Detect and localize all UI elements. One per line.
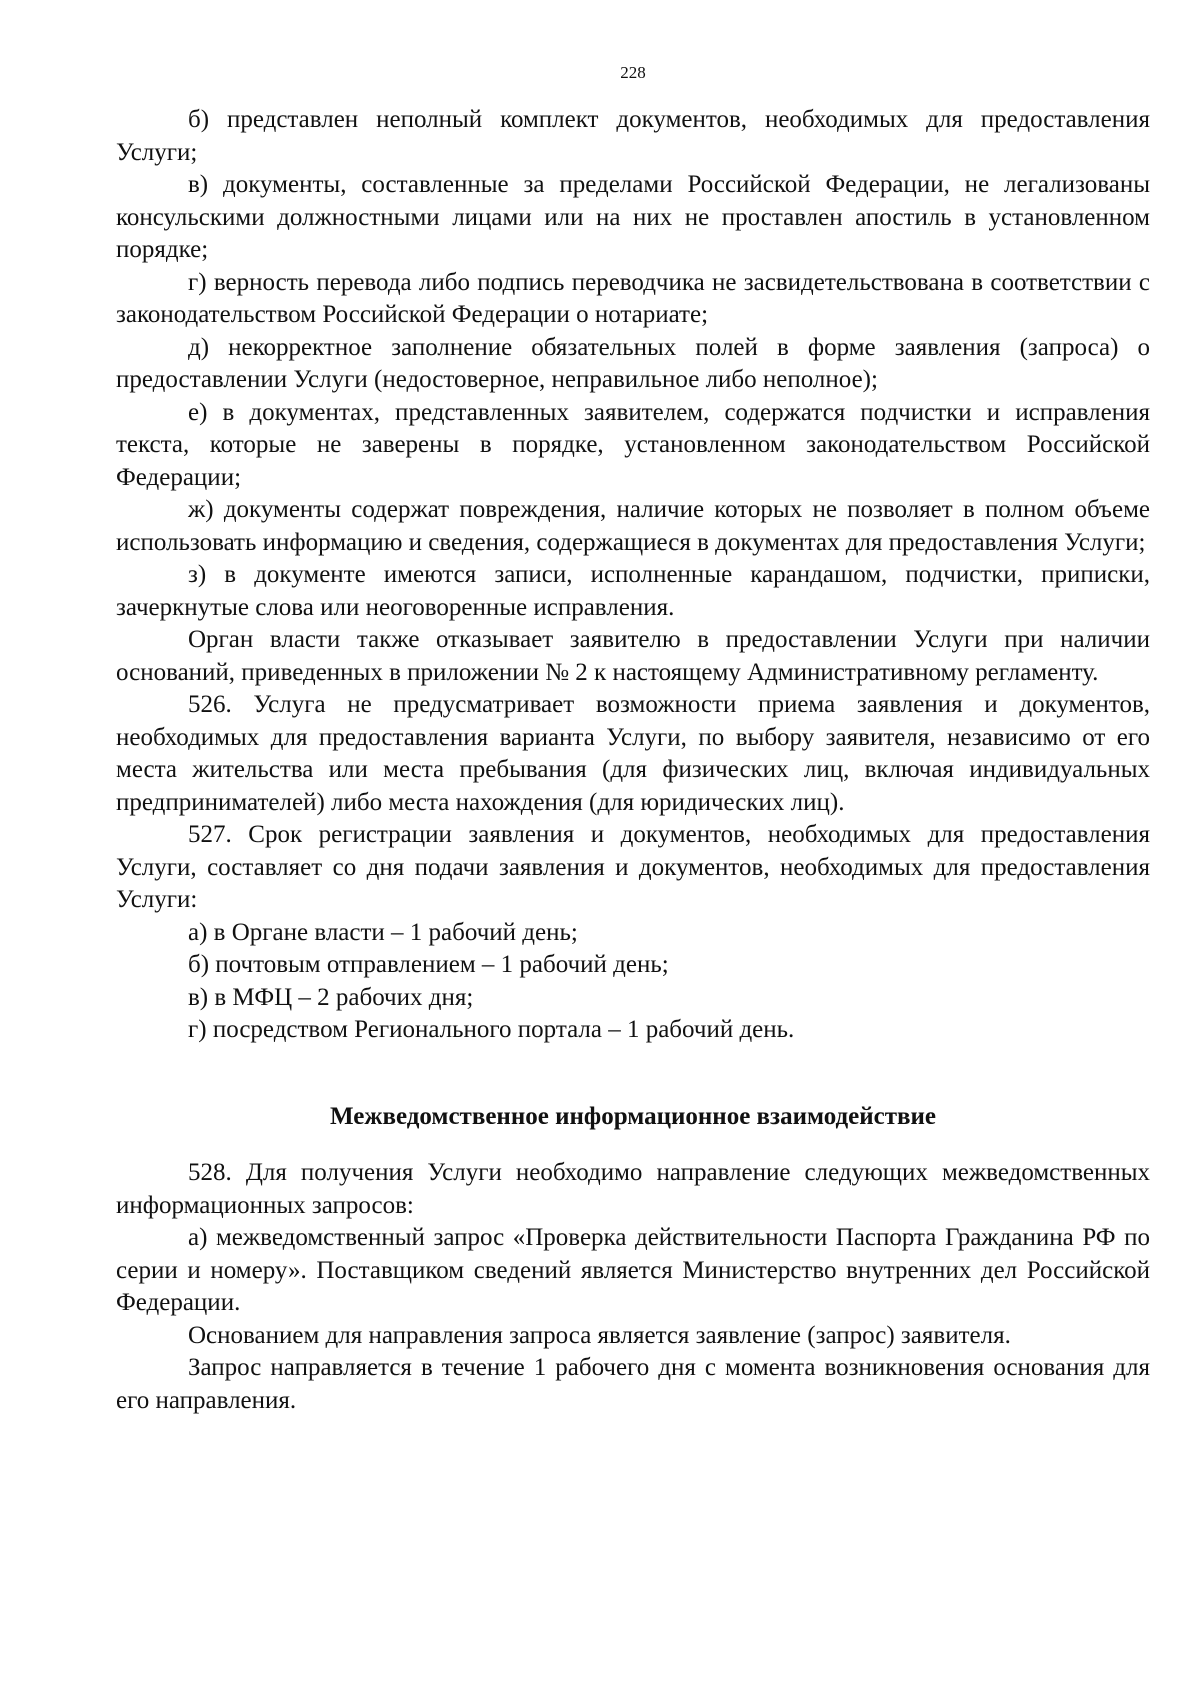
paragraph-item-d: д) некорректное заполнение обязательных полей в форме заявления (запроса) о предоставлении Услуги (недостоверное, неправильное либо неполное); [116,333,1150,393]
paragraph-item-g: г) верность перевода либо подпись переводчика не засвидетельствована в соответствии с законодательством Российской Федерации о нотариате; [116,268,1150,328]
page-number: 228 [620,63,646,82]
paragraph-527-b: б) почтовым отправлением – 1 рабочий день; [188,951,669,978]
paragraph-item-e: е) в документах, представленных заявителем, содержатся подчистки и исправления текста, которые не заверены в порядке, установленном законодательством Российской Федерации; [116,398,1150,491]
paragraph-527-a: а) в Органе власти – 1 рабочий день; [188,918,578,946]
paragraph-526: 526. Услуга не предусматривает возможности приема заявления и документов, необходимых для предоставления варианта Услуги, по выбору заявителя, независимо от его места жительства или места пребывания (для физических лиц, включая индивидуальных предпринимателей) либо места нахождения (для юридических лиц). [116,691,1150,816]
paragraph-request-basis: Основанием для направления запроса является заявление (запрос) заявителя. [188,1321,1011,1349]
paragraph-527-g: г) посредством Регионального портала – 1 рабочий день. [188,1016,795,1043]
paragraph-527: 527. Срок регистрации заявления и документов, необходимых для предоставления Услуги, составляет со дня подачи заявления и документов, необходимых для предоставления Услуги: [116,821,1150,913]
section-heading: Межведомственное информационное взаимодействие [330,1102,936,1130]
paragraph-item-v: в) документы, составленные за пределами Российской Федерации, не легализованы консульскими должностными лицами или на них не проставлен апостиль в установленном порядке; [116,171,1150,263]
paragraph-item-b: б) представлен неполный комплект документов, необходимых для предоставления Услуги; [116,106,1150,166]
paragraph-528: 528. Для получения Услуги необходимо направление следующих межведомственных информационных запросов: [116,1159,1150,1219]
paragraph-item-zh: ж) документы содержат повреждения, наличие которых не позволяет в полном объеме использовать информацию и сведения, содержащиеся в документах для предоставления Услуги; [116,496,1150,556]
paragraph-528-a: а) межведомственный запрос «Проверка действительности Паспорта Гражданина РФ по серии и номеру». Поставщиком сведений является Министерство внутренних дел Российской Федерации. [116,1224,1150,1316]
paragraph-item-z: з) в документе имеются записи, исполненные карандашом, подчистки, приписки, зачеркнутые слова или неоговоренные исправления. [116,561,1150,621]
paragraph-request-timing: Запрос направляется в течение 1 рабочего дня с момента возникновения основания для его направления. [116,1354,1150,1414]
paragraph-527-v: в) в МФЦ – 2 рабочих дня; [188,983,474,1011]
paragraph-refusal-grounds: Орган власти также отказывает заявителю в предоставлении Услуги при наличии оснований, приведенных в приложении № 2 к настоящему Административному регламенту. [116,626,1150,686]
document-page [116,62,1150,1417]
